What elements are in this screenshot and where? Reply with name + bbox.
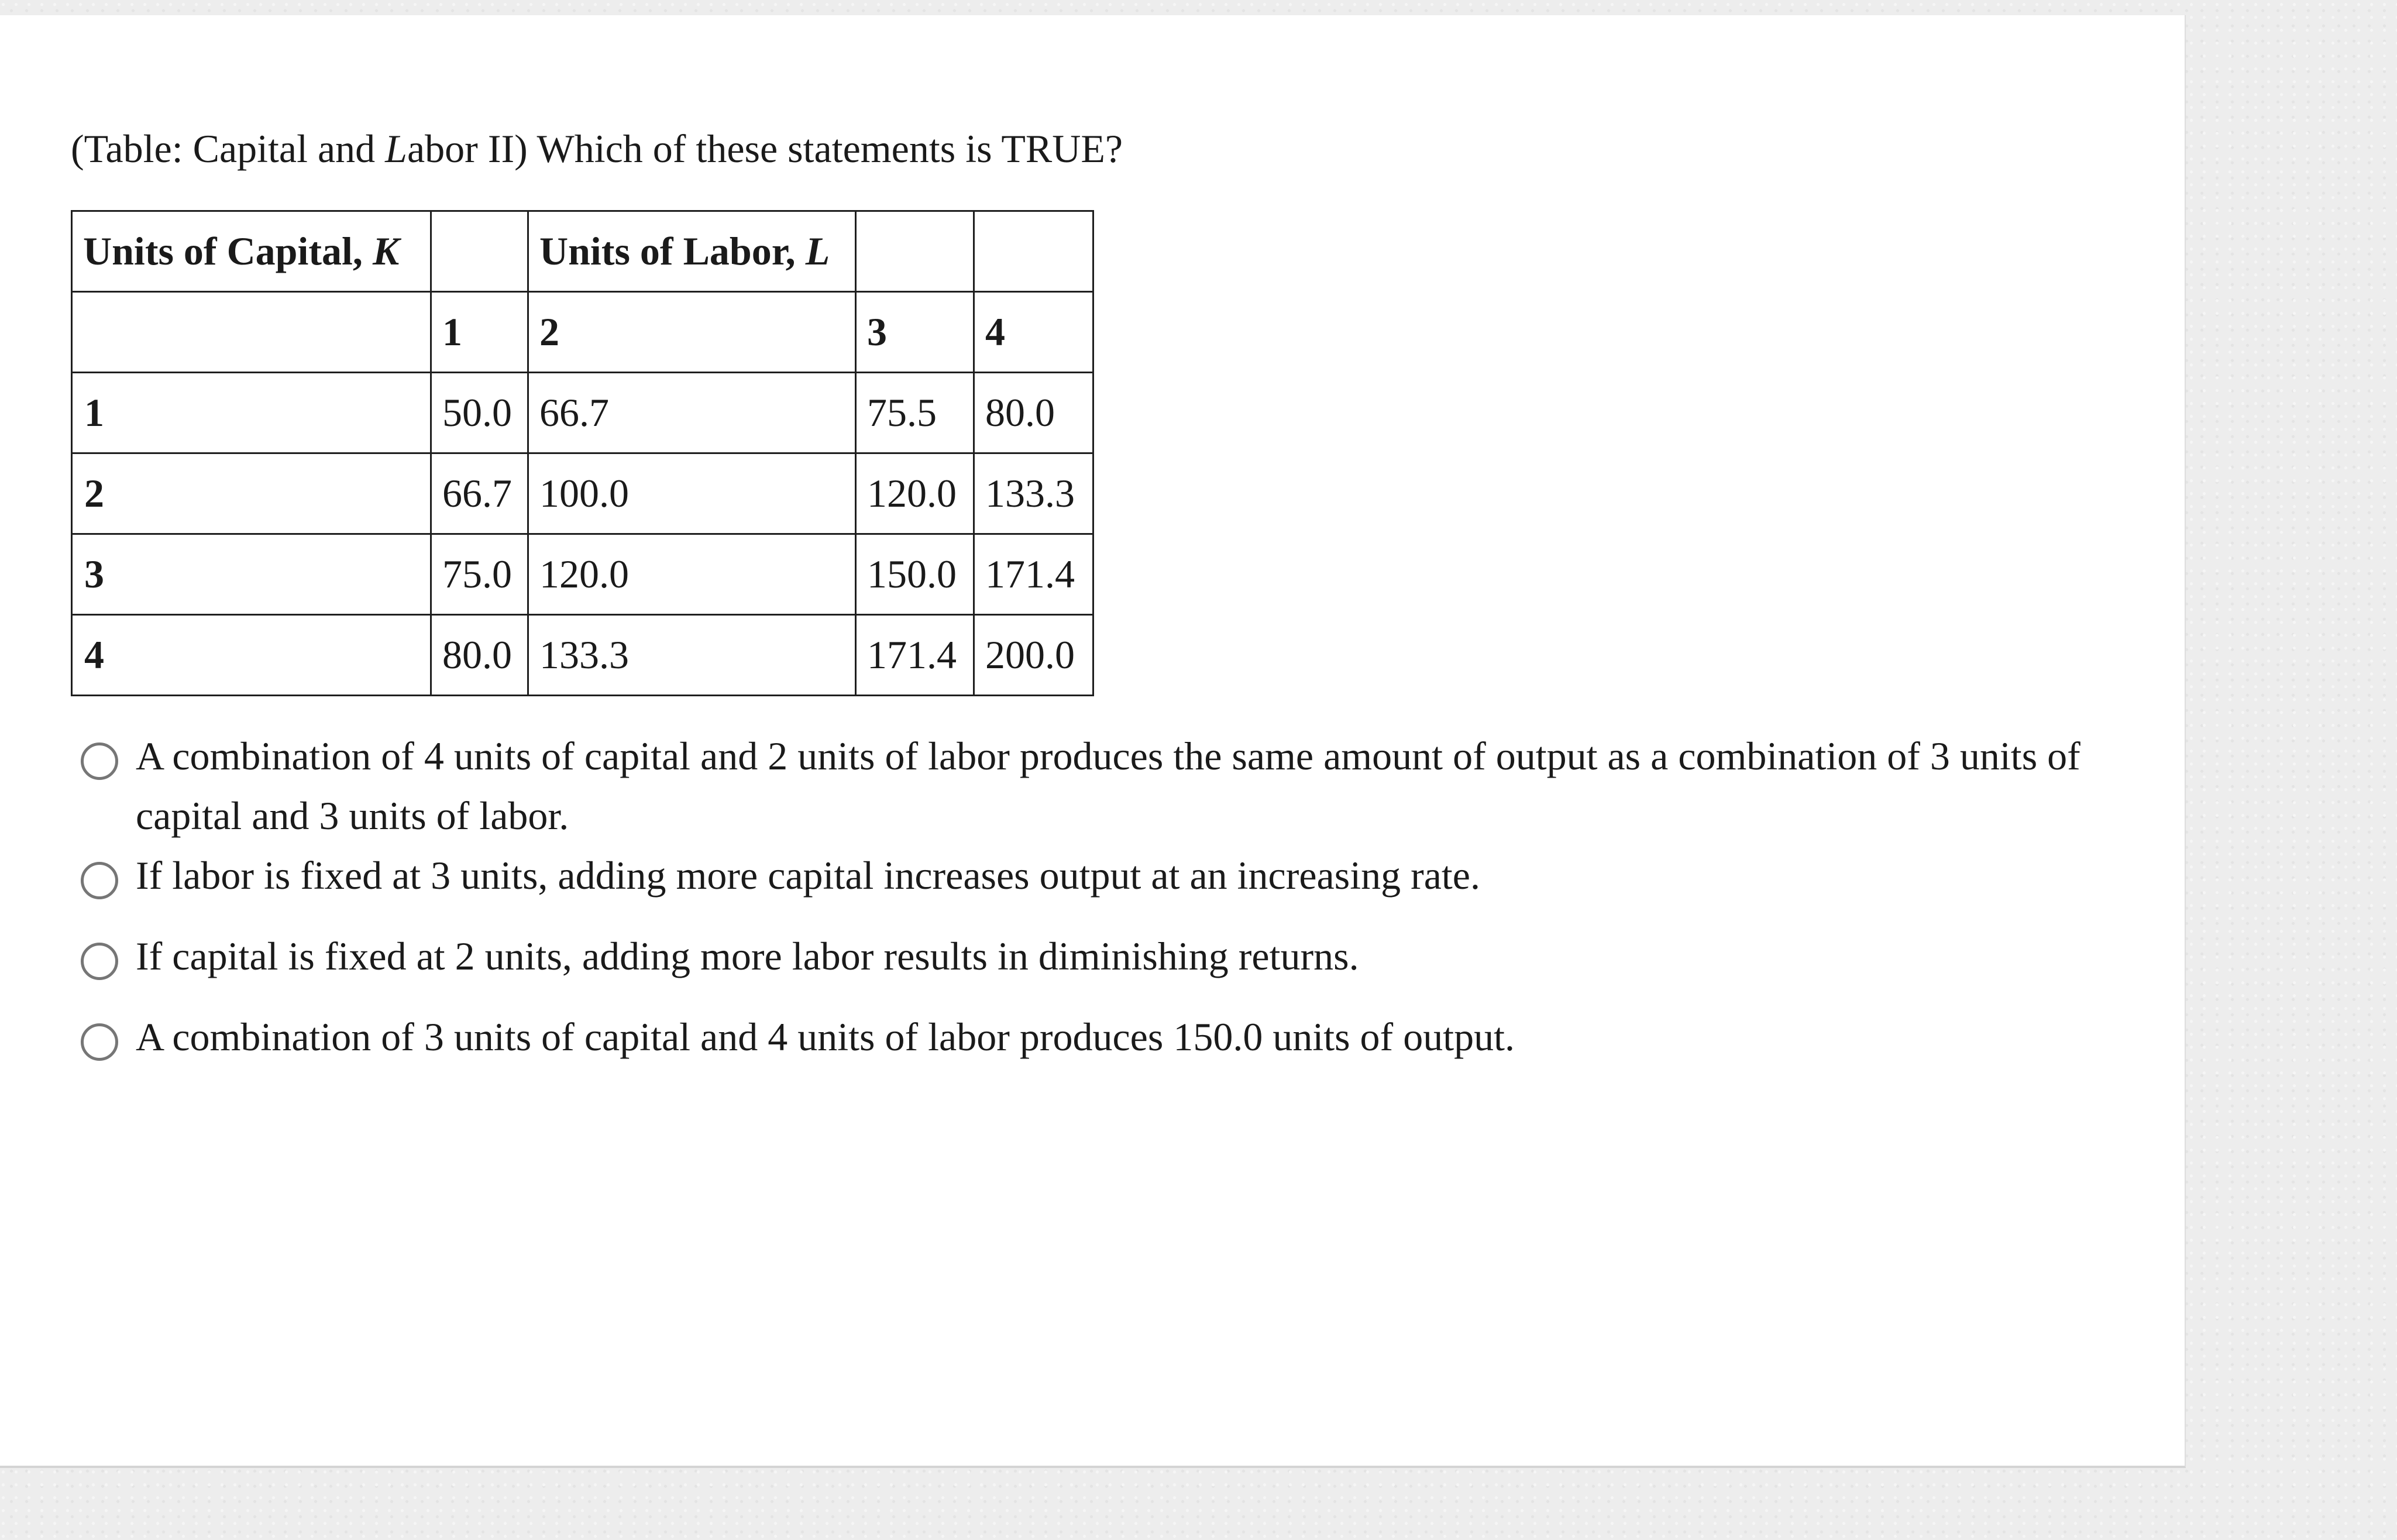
output-cell: 200.0: [974, 615, 1093, 696]
output-cell: 171.4: [856, 615, 974, 696]
labor-units-row: [72, 292, 1093, 373]
table-row: [72, 373, 1093, 453]
header-blank-cell: [431, 211, 528, 292]
question-text: (Table: Capital and Labor II) Which of these statements is TRUE?: [71, 126, 1123, 171]
answer-option-a-text: A combination of 4 units of capital and 2 units of labor produces the same amount of output as a combination of 3 units of capital and 3 units of labor.: [136, 734, 2080, 838]
labor-unit-4: 4: [974, 292, 1093, 373]
output-cell: 80.0: [974, 373, 1093, 453]
capital-unit: 3: [72, 534, 431, 615]
output-cell: 66.7: [431, 453, 528, 534]
output-cell: 100.0: [528, 453, 856, 534]
capital-unit: 1: [72, 373, 431, 453]
output-cell: 50.0: [431, 373, 528, 453]
capital-unit: 4: [72, 615, 431, 696]
radio-button-a[interactable]: [81, 742, 118, 780]
output-cell: 133.3: [528, 615, 856, 696]
output-cell: 150.0: [856, 534, 974, 615]
output-cell: 80.0: [431, 615, 528, 696]
radio-button-c[interactable]: [81, 943, 118, 980]
question-card: [0, 15, 2186, 1468]
header-blank-cell: [974, 211, 1093, 292]
output-cell: 120.0: [856, 453, 974, 534]
radio-button-d[interactable]: [81, 1023, 118, 1061]
table-row: [72, 534, 1093, 615]
answer-option-b[interactable]: [81, 853, 2125, 905]
output-cell: 66.7: [528, 373, 856, 453]
table-header-row: [72, 211, 1093, 292]
table-row: [72, 453, 1093, 534]
answer-option-a[interactable]: [81, 734, 2125, 845]
corner-blank-cell: [72, 292, 431, 373]
production-table: [71, 210, 1094, 696]
labor-unit-3: 3: [856, 292, 974, 373]
answer-option-c[interactable]: [81, 934, 2125, 986]
header-labor: Units of Labor, L: [528, 211, 856, 292]
radio-button-b[interactable]: [81, 862, 118, 899]
output-cell: 171.4: [974, 534, 1093, 615]
table-row: [72, 615, 1093, 696]
answer-option-d-text: A combination of 3 units of capital and 4 units of labor produces 150.0 units of output.: [136, 1015, 1515, 1059]
answer-option-b-text: If labor is fixed at 3 units, adding more capital increases output at an increasing rate.: [136, 853, 1480, 898]
answer-option-d[interactable]: [81, 1015, 2125, 1067]
labor-unit-1: 1: [431, 292, 528, 373]
header-capital: Units of Capital, K: [72, 211, 431, 292]
answer-option-c-text: If capital is fixed at 2 units, adding more labor results in diminishing returns.: [136, 934, 1359, 978]
output-cell: 120.0: [528, 534, 856, 615]
output-cell: 133.3: [974, 453, 1093, 534]
output-cell: 75.5: [856, 373, 974, 453]
labor-unit-2: 2: [528, 292, 856, 373]
capital-unit: 2: [72, 453, 431, 534]
output-cell: 75.0: [431, 534, 528, 615]
header-blank-cell: [856, 211, 974, 292]
